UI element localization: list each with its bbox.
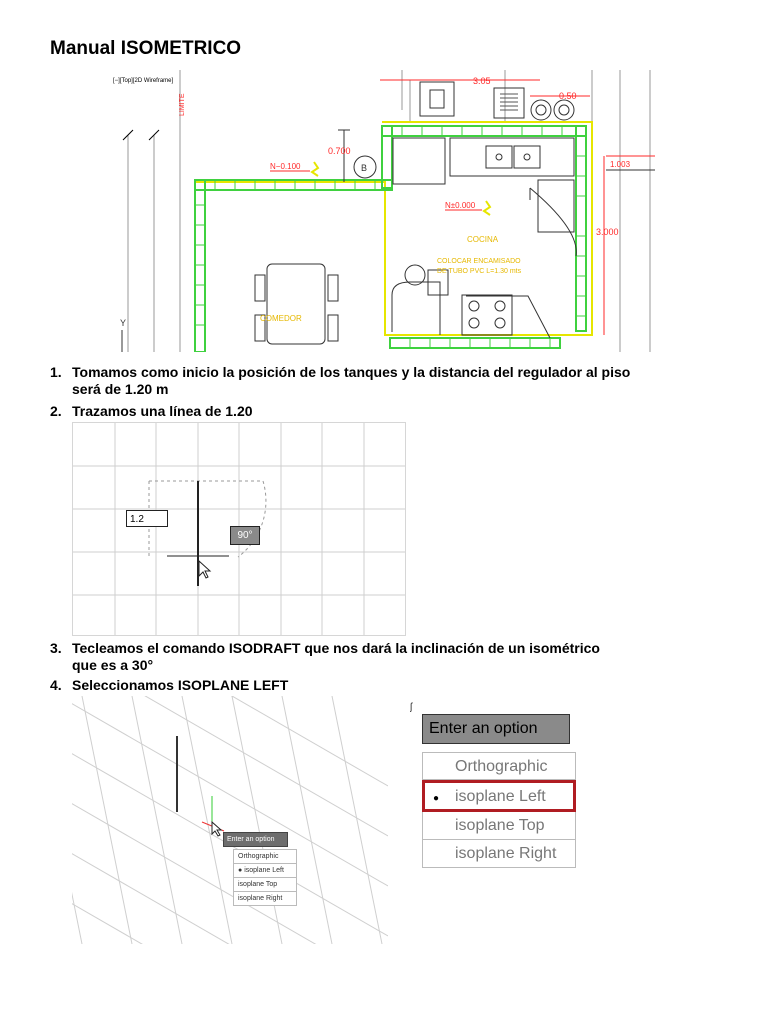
- isometric-grid-figure: [72, 696, 388, 944]
- small-option-orthographic[interactable]: Orthographic: [233, 849, 297, 864]
- note-line-1: COLOCAR ENCAMISADO: [437, 258, 521, 265]
- selected-bullet-icon: ●: [433, 793, 440, 804]
- room-comedor: COMEDOR: [260, 314, 302, 323]
- tank-label: B: [361, 163, 368, 173]
- axis-y-label: Y: [120, 318, 127, 328]
- small-option-isoplane-top[interactable]: isoplane Top: [233, 878, 297, 892]
- note-line-2: DE TUBO PVC L=1.30 mts: [437, 268, 522, 275]
- zoomed-option-isoplane-right[interactable]: isoplane Right: [422, 840, 576, 868]
- small-options-menu: [233, 849, 297, 906]
- limite-label: LIMITE: [179, 93, 186, 116]
- step-3: 3. Tecleamos el comando ISODRAFT que nos dará la inclinación de un isométrico que es a 30°: [50, 640, 600, 673]
- zoomed-prompt: Enter an option: [422, 714, 570, 744]
- zoomed-menu-figure: [410, 700, 586, 880]
- level-n-0-000: N±0.000: [445, 201, 476, 210]
- dimension-3-000: 3.000: [596, 227, 619, 237]
- step-2: 2. Trazamos una línea de 1.20: [50, 403, 253, 419]
- step-4: 4. Seleccionamos ISOPLANE LEFT: [50, 677, 289, 693]
- distance-input[interactable]: 1.2: [126, 510, 168, 527]
- level-n-0-100: N−0.100: [270, 162, 301, 171]
- dimension-1-003: 1.003: [610, 160, 631, 169]
- small-option-isoplane-right[interactable]: isoplane Right: [233, 892, 297, 906]
- document-title: Manual ISOMETRICO: [50, 38, 242, 59]
- small-prompt: Enter an option: [223, 832, 288, 847]
- selected-bullet-icon: ●: [238, 867, 243, 874]
- cursor-mark-icon: ʃ: [410, 702, 413, 713]
- zoomed-option-isoplane-top[interactable]: isoplane Top: [422, 812, 576, 840]
- viewport-label: [−][Top][2D Wireframe]: [113, 78, 174, 84]
- room-cocina: COCINA: [467, 235, 499, 244]
- dimension-0-700: 0.700: [328, 146, 351, 156]
- small-option-isoplane-left[interactable]: ● isoplane Left: [233, 864, 297, 878]
- dimension-3-05: 3.05: [473, 76, 491, 86]
- zoomed-option-orthographic[interactable]: Orthographic: [422, 752, 576, 780]
- zoomed-options-menu: [422, 752, 576, 868]
- angle-tooltip: 90°: [230, 526, 260, 545]
- step-1: 1. Tomamos como inicio la posición de los tanques y la distancia del regulador al piso será de 1.20 m: [50, 364, 631, 397]
- dimension-0-50: 0.50: [559, 91, 577, 101]
- zoomed-option-isoplane-left[interactable]: ● isoplane Left: [422, 780, 576, 812]
- floor-plan-figure: [110, 70, 655, 352]
